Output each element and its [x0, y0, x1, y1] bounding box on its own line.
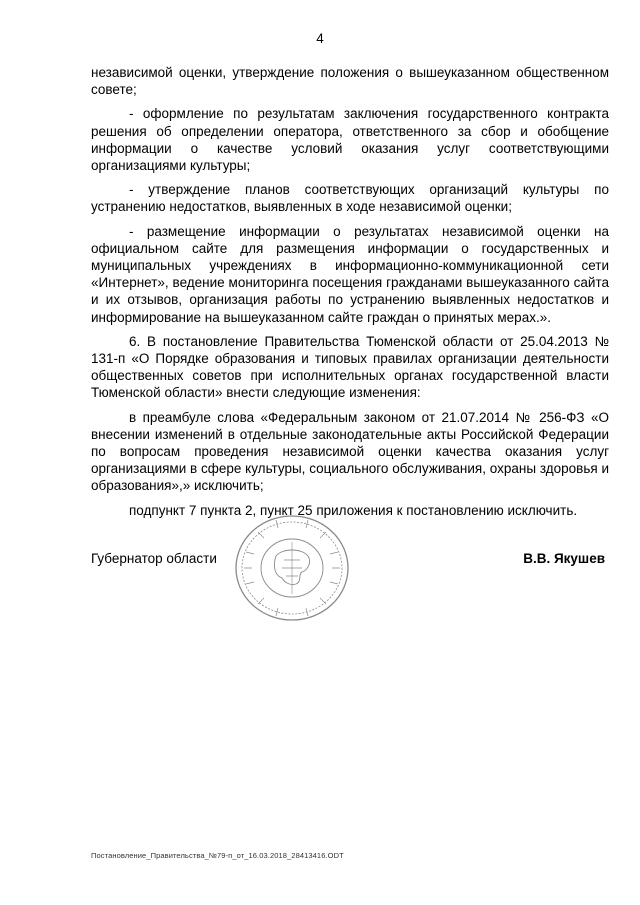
paragraph-6: в преамбуле слова «Федеральным законом от 21.07.2014 № 256-ФЗ «О внесении изменений в отдельные законодательные акты Российской Федерации по вопросам проведения независимой оценки качества оказания услуг организациями в сфере культуры, социального обслуживания, охраны здоровья и образования»,» исключить;: [91, 409, 609, 494]
paragraph-3: - утверждение планов соответствующих организаций культуры по устранению недостатков, выявленных в ходе независимой оценки;: [91, 182, 609, 215]
paragraph-7: подпункт 7 пункта 2, пункт 25 приложения к постановлению исключить.: [129, 502, 578, 518]
signature-block: [91, 551, 609, 571]
page-number: 4: [316, 31, 324, 46]
paragraph-4: - размещение информации о результатах независимой оценки на официальном сайте для размещения информации о государственных и муниципальных учреждениях в информационно-коммуникационной сети «Интернет», ведение мониторинга посещения гражданами вышеуказанного сайта и их отзывов, организация работы по устранению выявленных недостатков и информирование на вышеуказанном сайте граждан о принятых мерах.».: [91, 223, 609, 325]
signatory-title: Губернатор области: [91, 551, 217, 566]
paragraph-5: 6. В постановление Правительства Тюменской области от 25.04.2013 № 131-п «О Порядке образования и типовых правилах организации деятельности общественных советов при исполнительных органах государственной власти Тюменской области» внести следующие изменения:: [91, 333, 609, 401]
document-body: [91, 64, 609, 526]
signatory-name: В.В. Якушев: [523, 551, 605, 566]
paragraph-1: независимой оценки, утверждение положения о вышеуказанном общественном совете;: [91, 65, 609, 98]
paragraph-2: - оформление по результатам заключения государственного контракта решения об определении оператора, ответственного за сбор и обобщение информации о качестве условий оказания услуг соответствующими организациями культуры;: [91, 106, 609, 174]
document-footer: Постановление_Правительства_№79-п_от_16.03.2018_28413416.ODT: [91, 851, 344, 860]
